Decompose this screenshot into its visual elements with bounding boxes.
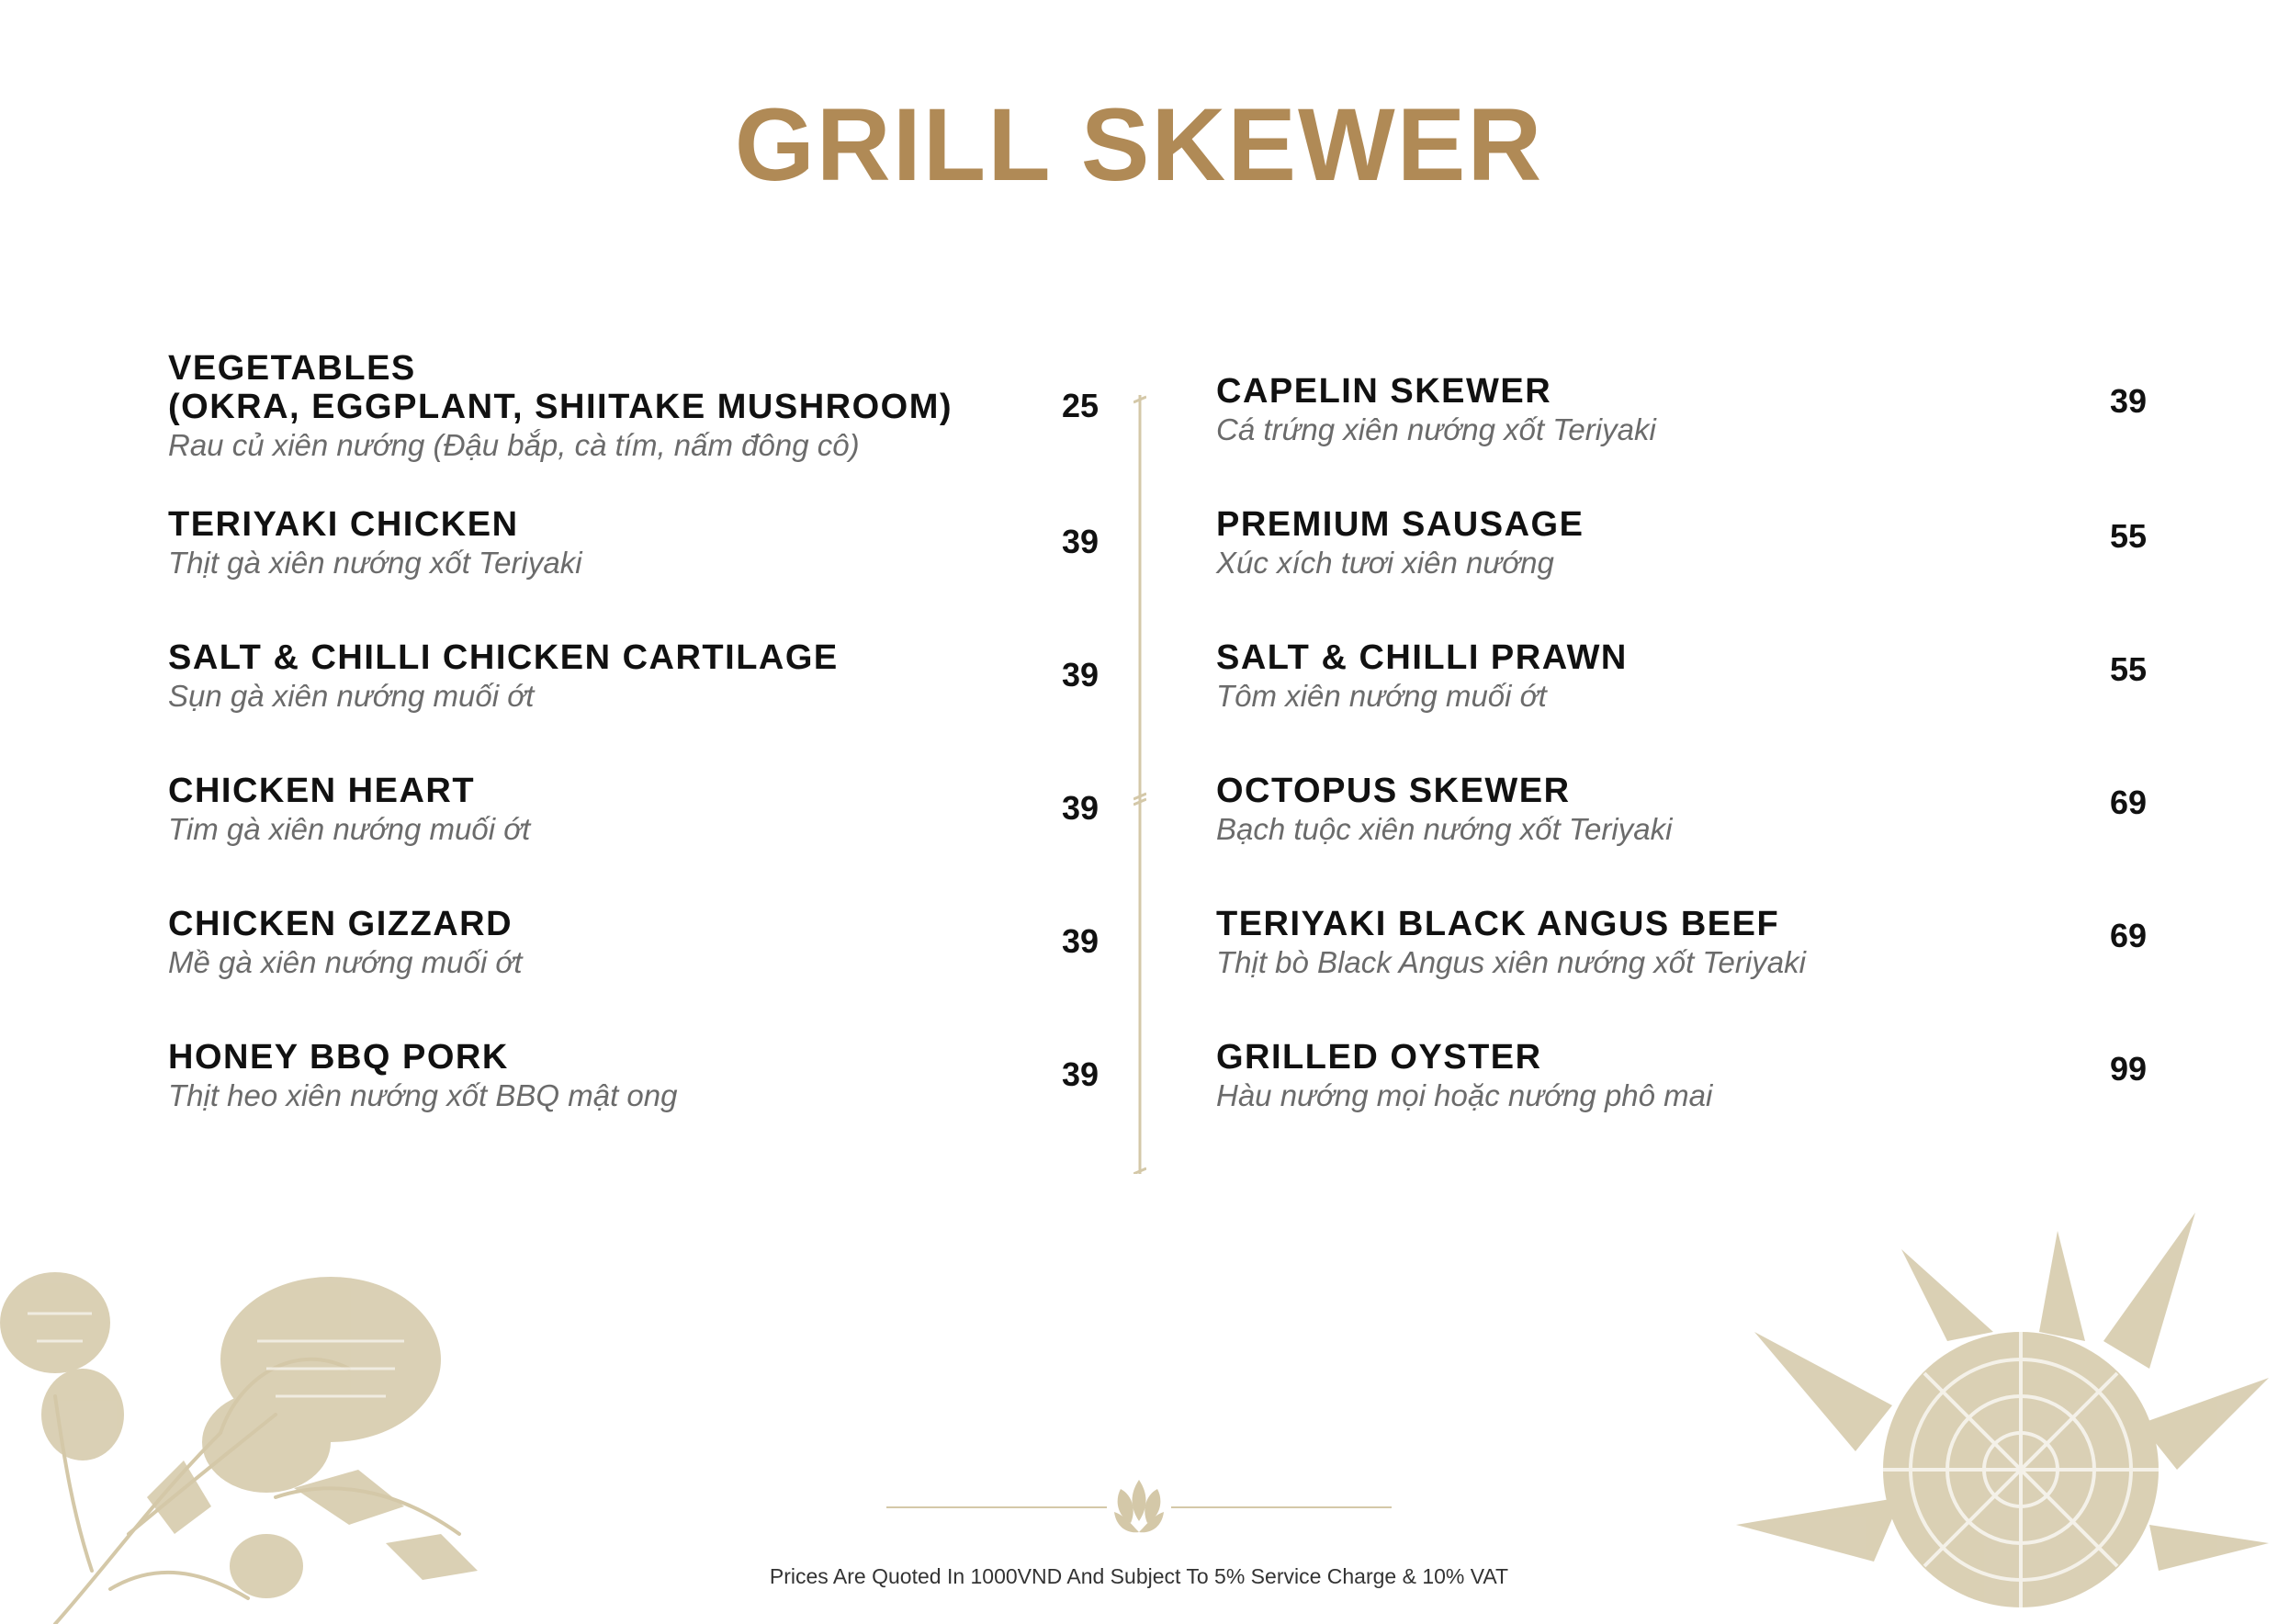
item-price: 55 <box>2109 517 2147 555</box>
item-price: 39 <box>1061 922 1099 960</box>
item-name-subtitle: (OKRA, EGGPLANT, SHIITAKE MUSHROOM) <box>168 388 953 426</box>
item-description: Xúc xích tươi xiên nướng <box>1216 546 1554 580</box>
menu-item <box>168 1038 1099 1113</box>
item-description: Hàu nướng mọi hoặc nướng phô mai <box>1216 1078 1713 1112</box>
menu-item <box>168 349 1099 463</box>
item-price: 69 <box>2109 784 2147 821</box>
item-name: SALT & CHILLI CHICKEN CARTILAGE <box>168 638 839 677</box>
item-name: PREMIUM SAUSAGE <box>1216 505 1584 544</box>
item-price: 39 <box>1061 1055 1099 1093</box>
item-description: Sụn gà xiên nướng muối ớt <box>168 679 535 713</box>
menu-item <box>1216 372 2147 447</box>
menu-item <box>1216 772 2147 847</box>
item-name: VEGETABLES <box>168 349 416 388</box>
item-description: Tôm xiên nướng muối ớt <box>1216 679 1547 713</box>
menu-item <box>1216 905 2147 980</box>
item-description: Thịt heo xiên nướng xốt BBQ mật ong <box>168 1078 678 1112</box>
menu-item <box>168 638 1099 714</box>
menu-item <box>168 772 1099 847</box>
item-name: TERIYAKI BLACK ANGUS BEEF <box>1216 905 1780 943</box>
pricing-note: Prices Are Quoted In 1000VND And Subject To 5% Service Charge & 10% VAT <box>769 1564 1509 1588</box>
item-name: TERIYAKI CHICKEN <box>168 505 519 544</box>
item-price: 39 <box>1061 789 1099 827</box>
menu-item <box>1216 1038 2147 1113</box>
lotus-emblem-icon <box>886 1475 1392 1539</box>
item-name: SALT & CHILLI PRAWN <box>1216 638 1628 677</box>
item-name: OCTOPUS SKEWER <box>1216 772 1571 810</box>
item-name: CHICKEN HEART <box>168 772 476 810</box>
item-price: 39 <box>1061 523 1099 560</box>
item-price: 55 <box>2109 650 2147 688</box>
item-price: 39 <box>2109 382 2147 420</box>
page-title: GRILL SKEWER <box>734 87 1544 202</box>
item-name: GRILLED OYSTER <box>1216 1038 1542 1077</box>
item-name: CAPELIN SKEWER <box>1216 372 1552 411</box>
menu-item <box>168 505 1099 581</box>
item-description: Thịt gà xiên nướng xốt Teriyaki <box>168 546 582 580</box>
item-description: Mề gà xiên nướng muối ớt <box>168 945 523 979</box>
item-description: Cá trứng xiên nướng xốt Teriyaki <box>1216 412 1656 446</box>
item-price: 25 <box>1061 387 1099 424</box>
item-name: HONEY BBQ PORK <box>168 1038 509 1077</box>
menu-item <box>1216 505 2147 581</box>
chrysanthemum-illustration-icon <box>1718 1194 2278 1624</box>
column-divider <box>1133 395 1146 1174</box>
item-name: CHICKEN GIZZARD <box>168 905 513 943</box>
item-description: Rau củ xiên nướng (Đậu bắp, cà tím, nấm đông cô) <box>168 428 860 462</box>
menu-item <box>1216 638 2147 714</box>
item-description: Thịt bò Black Angus xiên nướng xốt Teriyaki <box>1216 945 1806 979</box>
item-description: Tim gà xiên nướng muối ớt <box>168 812 531 846</box>
item-price: 69 <box>2109 917 2147 954</box>
item-price: 99 <box>2109 1050 2147 1088</box>
menu-item <box>168 905 1099 980</box>
item-price: 39 <box>1061 656 1099 694</box>
item-description: Bạch tuộc xiên nướng xốt Teriyaki <box>1216 812 1673 846</box>
